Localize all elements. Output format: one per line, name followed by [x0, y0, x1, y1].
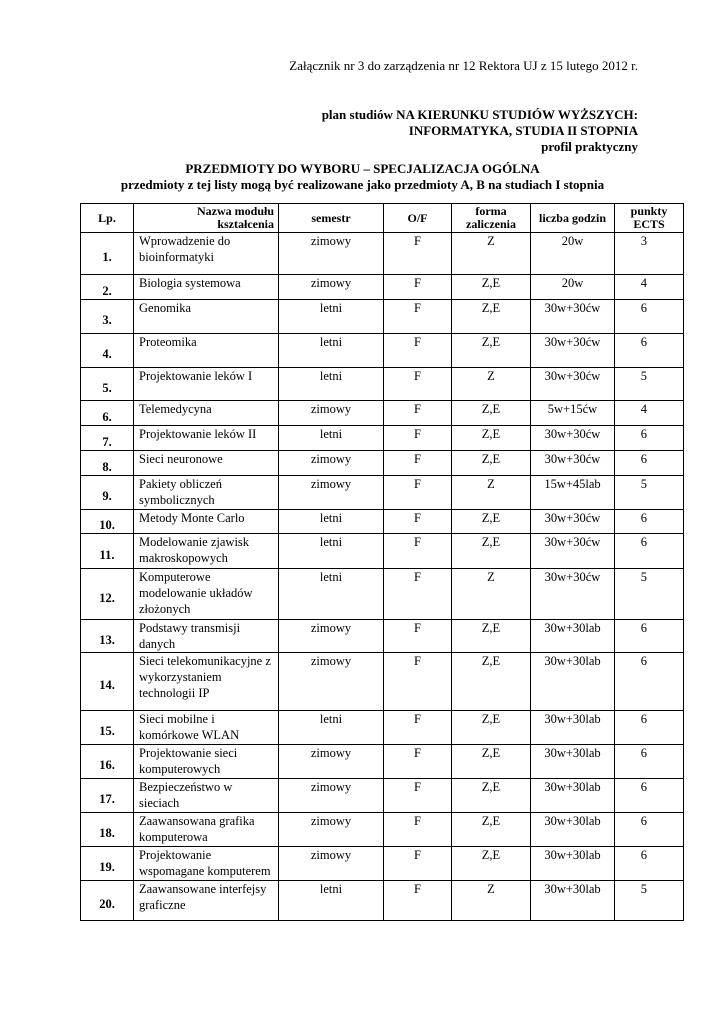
- semester-cell: zimowy: [279, 779, 384, 813]
- module-name: [134, 620, 279, 653]
- ects-cell: 6: [615, 847, 684, 881]
- module-name-line: Sieci mobilne i: [139, 712, 215, 726]
- table-row: [81, 334, 684, 368]
- module-name-line: Pakiety obliczeń: [139, 477, 222, 491]
- ects-cell: 6: [615, 534, 684, 569]
- table-row: [81, 275, 684, 300]
- col-header-of: O/F: [384, 204, 452, 233]
- semester-cell: zimowy: [279, 476, 384, 510]
- table-row: [81, 401, 684, 426]
- module-name-line: graficzne: [139, 898, 186, 912]
- attachment-note: Załącznik nr 3 do zarządzenia nr 12 Rektora UJ z 15 lutego 2012 r.: [289, 58, 638, 73]
- module-name-line: Komputerowe: [139, 570, 211, 584]
- module-name: [134, 426, 279, 451]
- semester-cell: letni: [279, 881, 384, 921]
- row-number: 11.: [81, 534, 134, 569]
- of-cell: F: [384, 368, 452, 401]
- ects-cell: 6: [615, 813, 684, 847]
- ects-cell: 6: [615, 620, 684, 653]
- module-name: [134, 368, 279, 401]
- module-name: [134, 534, 279, 569]
- table-header-row: [81, 204, 684, 233]
- module-name-line: sieciach: [139, 796, 180, 810]
- ects-cell: 5: [615, 476, 684, 510]
- hours-cell: 30w+30lab: [531, 653, 615, 711]
- row-number: 4.: [81, 334, 134, 368]
- of-cell: F: [384, 334, 452, 368]
- hours-cell: 30w+30lab: [531, 779, 615, 813]
- semester-cell: zimowy: [279, 620, 384, 653]
- table-row: [81, 368, 684, 401]
- form-cell: Z,E: [452, 334, 531, 368]
- of-cell: F: [384, 745, 452, 779]
- module-name-line: Telemedycyna: [139, 402, 212, 416]
- col-header-lp: Lp.: [81, 204, 134, 233]
- ects-cell: 6: [615, 779, 684, 813]
- form-cell: Z,E: [452, 620, 531, 653]
- row-number: 6.: [81, 401, 134, 426]
- module-name-line: komputerowa: [139, 830, 208, 844]
- table-row: [81, 300, 684, 334]
- col-header-form-line2: zaliczenia: [466, 217, 516, 231]
- row-number: 20.: [81, 881, 134, 921]
- module-name-line: Wprowadzenie do: [139, 234, 231, 248]
- ects-cell: 6: [615, 711, 684, 745]
- row-number: 19.: [81, 847, 134, 881]
- hours-cell: 30w+30ćw: [531, 534, 615, 569]
- table-row: [81, 451, 684, 476]
- form-cell: Z: [452, 881, 531, 921]
- of-cell: F: [384, 711, 452, 745]
- table-row: [81, 653, 684, 711]
- module-name-line: makroskopowych: [139, 551, 228, 565]
- hours-cell: 30w+30ćw: [531, 368, 615, 401]
- semester-cell: zimowy: [279, 745, 384, 779]
- module-name-line: Sieci telekomunikacyjne z: [139, 654, 271, 668]
- section-subtitle: przedmioty z tej listy mogą być realizowane jako przedmioty A, B na studiach I stopnia: [120, 177, 605, 192]
- module-name-line: Zaawansowana grafika: [139, 814, 255, 828]
- table-row: [81, 620, 684, 653]
- module-name: [134, 847, 279, 881]
- form-cell: Z: [452, 233, 531, 275]
- table-row: [81, 426, 684, 451]
- table-row: [81, 476, 684, 510]
- of-cell: F: [384, 779, 452, 813]
- semester-cell: zimowy: [279, 401, 384, 426]
- row-number: 14.: [81, 653, 134, 711]
- form-cell: Z,E: [452, 401, 531, 426]
- module-name: [134, 881, 279, 921]
- hours-cell: 30w+30lab: [531, 620, 615, 653]
- form-cell: Z,E: [452, 451, 531, 476]
- module-name-line: symbolicznych: [139, 493, 215, 507]
- module-name-line: Genomika: [139, 301, 192, 315]
- module-name-line: Zaawansowane interfejsy: [139, 882, 267, 896]
- semester-cell: zimowy: [279, 233, 384, 275]
- form-cell: Z,E: [452, 847, 531, 881]
- courses-table: [80, 203, 684, 921]
- row-number: 15.: [81, 711, 134, 745]
- plan-line-1: plan studiów NA KIERUNKU STUDIÓW WYŻSZYCH:: [321, 107, 638, 122]
- row-number: 16.: [81, 745, 134, 779]
- module-name: [134, 300, 279, 334]
- of-cell: F: [384, 881, 452, 921]
- semester-cell: zimowy: [279, 813, 384, 847]
- table-row: [81, 813, 684, 847]
- form-cell: Z,E: [452, 534, 531, 569]
- semester-cell: letni: [279, 510, 384, 534]
- semester-cell: letni: [279, 300, 384, 334]
- form-cell: Z: [452, 476, 531, 510]
- module-name: [134, 334, 279, 368]
- row-number: 8.: [81, 451, 134, 476]
- table-row: [81, 745, 684, 779]
- col-header-name-line2: kształcenia: [217, 217, 274, 231]
- hours-cell: 30w+30lab: [531, 881, 615, 921]
- module-name-line: bioinformatyki: [139, 250, 214, 264]
- table-row: [81, 881, 684, 921]
- col-header-hours: liczba godzin: [531, 204, 615, 233]
- table-row: [81, 233, 684, 275]
- module-name: [134, 813, 279, 847]
- col-header-ects-line2: ECTS: [633, 217, 665, 231]
- of-cell: F: [384, 401, 452, 426]
- semester-cell: zimowy: [279, 451, 384, 476]
- col-header-semester: semestr: [279, 204, 384, 233]
- ects-cell: 6: [615, 300, 684, 334]
- module-name-line: modelowanie układów: [139, 586, 253, 600]
- hours-cell: 15w+45lab: [531, 476, 615, 510]
- table-row: [81, 569, 684, 620]
- module-name: [134, 510, 279, 534]
- semester-cell: letni: [279, 711, 384, 745]
- hours-cell: 30w+30ćw: [531, 451, 615, 476]
- col-header-form: [452, 204, 531, 233]
- hours-cell: 30w+30ćw: [531, 300, 615, 334]
- module-name: [134, 745, 279, 779]
- of-cell: F: [384, 813, 452, 847]
- row-number: 12.: [81, 569, 134, 620]
- of-cell: F: [384, 510, 452, 534]
- form-cell: Z,E: [452, 745, 531, 779]
- semester-cell: letni: [279, 426, 384, 451]
- table-row: [81, 779, 684, 813]
- row-number: 9.: [81, 476, 134, 510]
- of-cell: F: [384, 476, 452, 510]
- row-number: 13.: [81, 620, 134, 653]
- module-name-line: Modelowanie zjawisk: [139, 535, 250, 549]
- module-name: [134, 233, 279, 275]
- module-name-line: komórkowe WLAN: [139, 728, 240, 742]
- hours-cell: 20w: [531, 233, 615, 275]
- ects-cell: 5: [615, 569, 684, 620]
- hours-cell: 30w+30ćw: [531, 510, 615, 534]
- form-cell: Z,E: [452, 510, 531, 534]
- hours-cell: 30w+30ćw: [531, 569, 615, 620]
- module-name-line: Projektowanie leków II: [139, 427, 257, 441]
- of-cell: F: [384, 426, 452, 451]
- hours-cell: 30w+30ćw: [531, 426, 615, 451]
- hours-cell: 30w+30lab: [531, 711, 615, 745]
- row-number: 2.: [81, 275, 134, 300]
- form-cell: Z,E: [452, 426, 531, 451]
- of-cell: F: [384, 451, 452, 476]
- module-name-line: komputerowych: [139, 762, 221, 776]
- hours-cell: 30w+30lab: [531, 745, 615, 779]
- of-cell: F: [384, 275, 452, 300]
- module-name-line: Sieci neuronowe: [139, 452, 223, 466]
- form-cell: Z,E: [452, 653, 531, 711]
- row-number: 18.: [81, 813, 134, 847]
- col-header-name: [134, 204, 279, 233]
- hours-cell: 30w+30ćw: [531, 334, 615, 368]
- module-name-line: danych: [139, 637, 176, 651]
- ects-cell: 6: [615, 653, 684, 711]
- ects-cell: 6: [615, 334, 684, 368]
- of-cell: F: [384, 620, 452, 653]
- hours-cell: 30w+30lab: [531, 847, 615, 881]
- form-cell: Z: [452, 569, 531, 620]
- row-number: 3.: [81, 300, 134, 334]
- form-cell: Z,E: [452, 275, 531, 300]
- hours-cell: 30w+30lab: [531, 813, 615, 847]
- col-header-form-line1: forma: [475, 204, 507, 218]
- module-name: [134, 779, 279, 813]
- ects-cell: 5: [615, 881, 684, 921]
- of-cell: F: [384, 534, 452, 569]
- ects-cell: 5: [615, 368, 684, 401]
- semester-cell: zimowy: [279, 275, 384, 300]
- row-number: 10.: [81, 510, 134, 534]
- module-name-line: Proteomika: [139, 335, 197, 349]
- form-cell: Z: [452, 368, 531, 401]
- module-name-line: Projektowanie leków I: [139, 369, 253, 383]
- ects-cell: 3: [615, 233, 684, 275]
- of-cell: F: [384, 300, 452, 334]
- plan-line-3: profil praktyczny: [541, 139, 638, 154]
- module-name-line: wykorzystaniem: [139, 670, 222, 684]
- ects-cell: 6: [615, 426, 684, 451]
- module-name: [134, 569, 279, 620]
- ects-cell: 4: [615, 275, 684, 300]
- semester-cell: letni: [279, 334, 384, 368]
- ects-cell: 6: [615, 745, 684, 779]
- module-name-line: Bezpieczeństwo w: [139, 780, 233, 794]
- table-body: [81, 233, 684, 921]
- row-number: 1.: [81, 233, 134, 275]
- module-name: [134, 653, 279, 711]
- section-heading: [0, 161, 725, 193]
- hours-cell: 20w: [531, 275, 615, 300]
- module-name-line: Podstawy transmisji: [139, 621, 241, 635]
- module-name: [134, 476, 279, 510]
- module-name-line: Projektowanie sieci: [139, 746, 238, 760]
- semester-cell: letni: [279, 569, 384, 620]
- form-cell: Z,E: [452, 300, 531, 334]
- of-cell: F: [384, 847, 452, 881]
- module-name-line: Metody Monte Carlo: [139, 511, 245, 525]
- ects-cell: 4: [615, 401, 684, 426]
- module-name: [134, 711, 279, 745]
- semester-cell: letni: [279, 368, 384, 401]
- module-name: [134, 401, 279, 426]
- table-row: [81, 534, 684, 569]
- module-name-line: technologii IP: [139, 686, 210, 700]
- semester-cell: letni: [279, 534, 384, 569]
- of-cell: F: [384, 569, 452, 620]
- form-cell: Z,E: [452, 779, 531, 813]
- form-cell: Z,E: [452, 813, 531, 847]
- table-row: [81, 711, 684, 745]
- table-row: [81, 510, 684, 534]
- module-name-line: złożonych: [139, 602, 191, 616]
- section-title: PRZEDMIOTY DO WYBORU – SPECJALIZACJA OGÓLNA: [185, 161, 540, 176]
- col-header-name-line1: Nazwa modułu: [196, 204, 274, 218]
- semester-cell: zimowy: [279, 847, 384, 881]
- row-number: 7.: [81, 426, 134, 451]
- hours-cell: 5w+15ćw: [531, 401, 615, 426]
- of-cell: F: [384, 233, 452, 275]
- ects-cell: 6: [615, 510, 684, 534]
- form-cell: Z,E: [452, 711, 531, 745]
- row-number: 17.: [81, 779, 134, 813]
- module-name-line: Projektowanie: [139, 848, 212, 862]
- semester-cell: zimowy: [279, 653, 384, 711]
- module-name-line: wspomagane komputerem: [139, 864, 271, 878]
- col-header-ects-line1: punkty: [630, 204, 668, 218]
- module-name: [134, 275, 279, 300]
- of-cell: F: [384, 653, 452, 711]
- ects-cell: 6: [615, 451, 684, 476]
- module-name-line: Biologia systemowa: [139, 276, 241, 290]
- row-number: 5.: [81, 368, 134, 401]
- col-header-ects: [615, 204, 684, 233]
- plan-line-2: INFORMATYKA, STUDIA II STOPNIA: [408, 123, 638, 138]
- table-row: [81, 847, 684, 881]
- study-plan-heading: [322, 107, 638, 155]
- module-name: [134, 451, 279, 476]
